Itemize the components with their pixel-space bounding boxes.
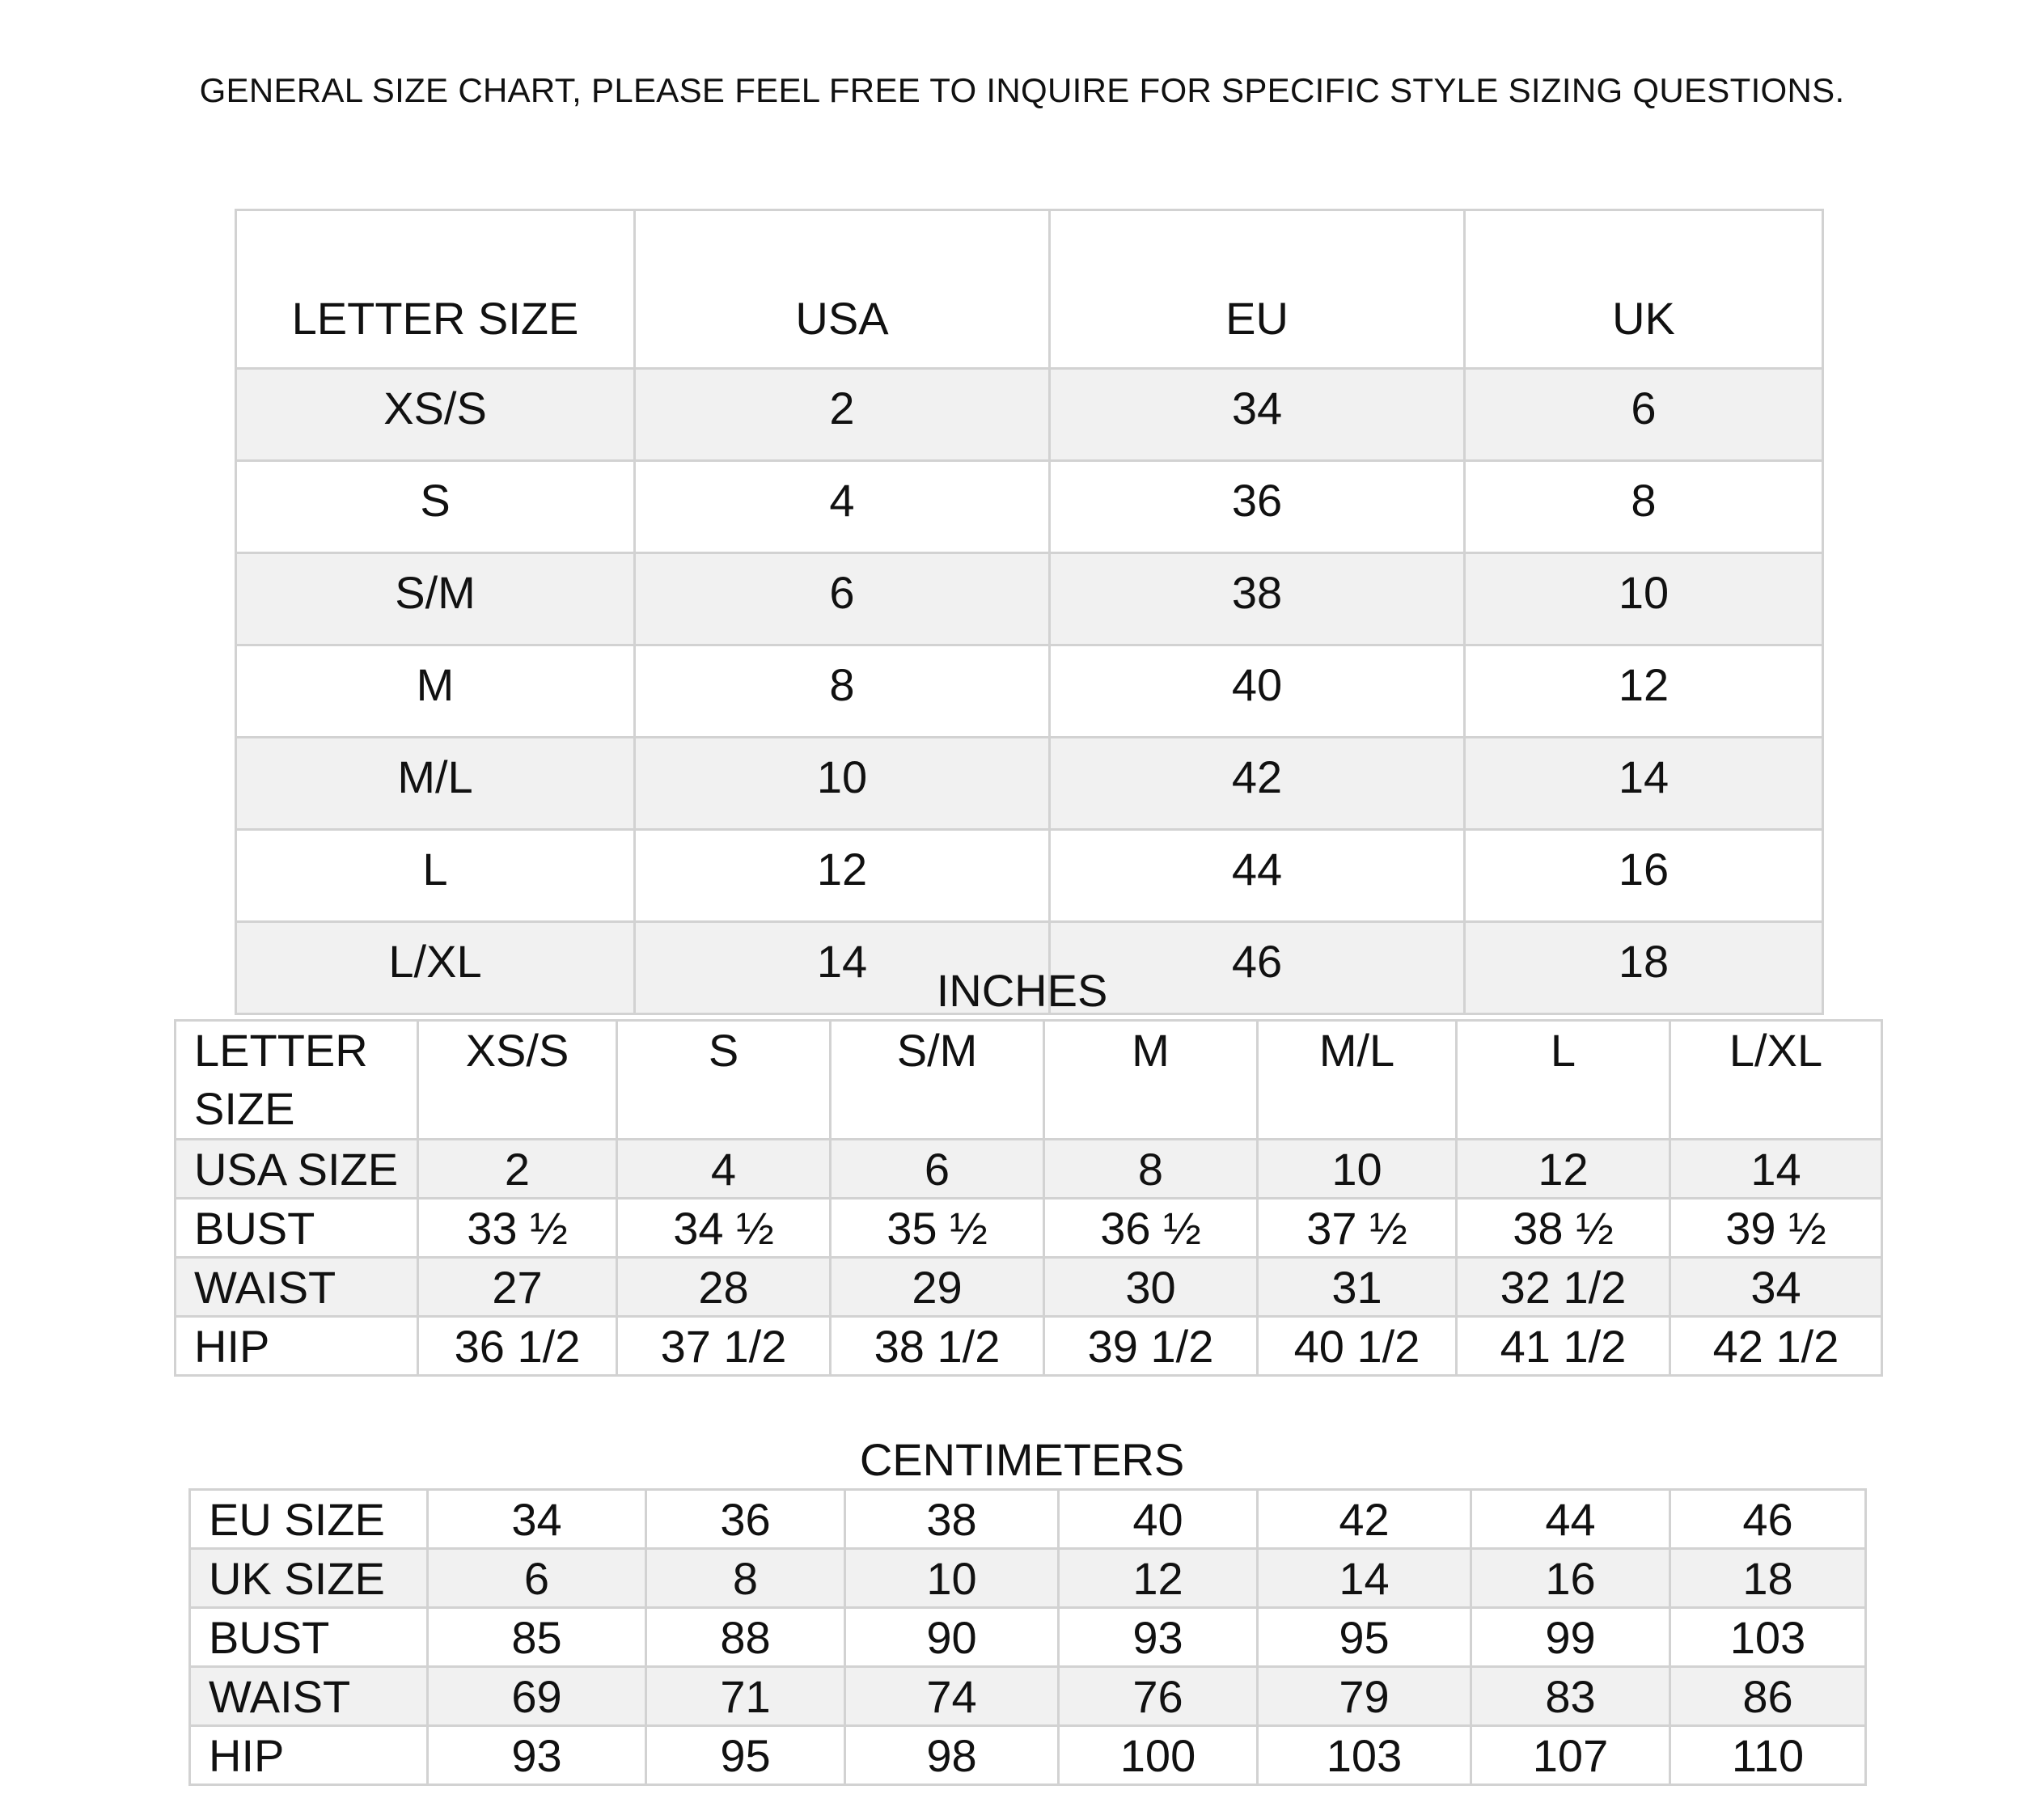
table-cell: 32 1/2 xyxy=(1457,1258,1670,1317)
table-cell: 88 xyxy=(646,1608,845,1667)
table-cell: 103 xyxy=(1258,1726,1471,1785)
column-header: S/M xyxy=(831,1021,1044,1140)
table-cell: 10 xyxy=(1258,1140,1457,1199)
table-row xyxy=(236,738,1823,830)
table-row xyxy=(190,1667,1866,1726)
table-cell: 18 xyxy=(1465,922,1823,1014)
row-label: BUST xyxy=(176,1199,418,1258)
table-row xyxy=(236,645,1823,738)
column-header: M xyxy=(1044,1021,1258,1140)
table-cell: 34 ½ xyxy=(617,1199,831,1258)
table-header-row xyxy=(176,1021,1882,1140)
table-cell: 6 xyxy=(831,1140,1044,1199)
column-header: L/XL xyxy=(1670,1021,1882,1140)
table-cell: S xyxy=(236,461,635,553)
table-row xyxy=(190,1608,1866,1667)
table-cell: 39 ½ xyxy=(1670,1199,1882,1258)
table-cell: 12 xyxy=(635,830,1050,922)
table-cell: 44 xyxy=(1471,1490,1670,1549)
table-row xyxy=(190,1490,1866,1549)
table-cell: 8 xyxy=(646,1549,845,1608)
table-cell: 42 xyxy=(1258,1490,1471,1549)
table-cell: 83 xyxy=(1471,1667,1670,1726)
table-cell: 4 xyxy=(617,1140,831,1199)
column-header: EU xyxy=(1050,210,1465,369)
table-cell: 40 1/2 xyxy=(1258,1317,1457,1376)
table-cell: 10 xyxy=(635,738,1050,830)
row-label: WAIST xyxy=(176,1258,418,1317)
table-row xyxy=(176,1317,1882,1376)
page-title: GENERAL SIZE CHART, PLEASE FEEL FREE TO INQUIRE FOR SPECIFIC STYLE SIZING QUESTIONS. xyxy=(199,71,1845,109)
table-cell: 37 1/2 xyxy=(617,1317,831,1376)
table-cell: 14 xyxy=(1258,1549,1471,1608)
table-cell: XS/S xyxy=(236,369,635,461)
inches-measurement-table xyxy=(174,1019,1883,1377)
table-cell: 44 xyxy=(1050,830,1465,922)
table-cell: 38 xyxy=(845,1490,1059,1549)
table-cell: 30 xyxy=(1044,1258,1258,1317)
table-cell: 76 xyxy=(1059,1667,1258,1726)
table-cell: 46 xyxy=(1050,922,1465,1014)
table-cell: 95 xyxy=(646,1726,845,1785)
table-cell: 40 xyxy=(1059,1490,1258,1549)
table-cell: 6 xyxy=(428,1549,646,1608)
table-cell: 10 xyxy=(1465,553,1823,645)
table-cell: 12 xyxy=(1465,645,1823,738)
table-cell: 42 1/2 xyxy=(1670,1317,1882,1376)
table-cell: M/L xyxy=(236,738,635,830)
row-label: EU SIZE xyxy=(190,1490,428,1549)
table-cell: 10 xyxy=(845,1549,1059,1608)
table-cell: 29 xyxy=(831,1258,1044,1317)
table-cell: 16 xyxy=(1465,830,1823,922)
table-cell: 69 xyxy=(428,1667,646,1726)
table-cell: 27 xyxy=(418,1258,617,1317)
row-label: LETTER SIZE xyxy=(176,1021,418,1140)
table-cell: 38 1/2 xyxy=(831,1317,1044,1376)
table-cell: 100 xyxy=(1059,1726,1258,1785)
table-cell: 93 xyxy=(1059,1608,1258,1667)
table-cell: 38 ½ xyxy=(1457,1199,1670,1258)
row-label: HIP xyxy=(176,1317,418,1376)
row-label: BUST xyxy=(190,1608,428,1667)
row-label: WAIST xyxy=(190,1667,428,1726)
table-row xyxy=(236,369,1823,461)
table-cell: 31 xyxy=(1258,1258,1457,1317)
table-row xyxy=(236,830,1823,922)
table-cell: L/XL xyxy=(236,922,635,1014)
table-cell: 71 xyxy=(646,1667,845,1726)
table-cell: 34 xyxy=(1050,369,1465,461)
row-label: HIP xyxy=(190,1726,428,1785)
table-cell: 12 xyxy=(1457,1140,1670,1199)
table-cell: 85 xyxy=(428,1608,646,1667)
column-header: XS/S xyxy=(418,1021,617,1140)
column-header: UK xyxy=(1465,210,1823,369)
column-header: M/L xyxy=(1258,1021,1457,1140)
table-cell: 39 1/2 xyxy=(1044,1317,1258,1376)
table-cell: 38 xyxy=(1050,553,1465,645)
table-cell: 46 xyxy=(1670,1490,1866,1549)
table-cell: 36 ½ xyxy=(1044,1199,1258,1258)
row-label: USA SIZE xyxy=(176,1140,418,1199)
table-cell: 37 ½ xyxy=(1258,1199,1457,1258)
table-cell: 86 xyxy=(1670,1667,1866,1726)
centimeters-measurement-table xyxy=(188,1488,1867,1786)
table-cell: S/M xyxy=(236,553,635,645)
table-cell: M xyxy=(236,645,635,738)
table-cell: 40 xyxy=(1050,645,1465,738)
table-cell: 103 xyxy=(1670,1608,1866,1667)
table-cell: 8 xyxy=(1465,461,1823,553)
table-cell: 14 xyxy=(1465,738,1823,830)
table-cell: 34 xyxy=(428,1490,646,1549)
table-cell: 2 xyxy=(418,1140,617,1199)
row-label: UK SIZE xyxy=(190,1549,428,1608)
table-row xyxy=(176,1199,1882,1258)
table-row xyxy=(190,1726,1866,1785)
table-row xyxy=(236,461,1823,553)
size-conversion-table xyxy=(235,209,1824,1015)
table-cell: 2 xyxy=(635,369,1050,461)
table-header-row xyxy=(236,210,1823,369)
table-cell: 107 xyxy=(1471,1726,1670,1785)
inches-section-title: INCHES xyxy=(936,965,1108,1016)
column-header: USA xyxy=(635,210,1050,369)
table-cell: 79 xyxy=(1258,1667,1471,1726)
table-row xyxy=(236,553,1823,645)
table-cell: 74 xyxy=(845,1667,1059,1726)
table-cell: 36 1/2 xyxy=(418,1317,617,1376)
table-cell: 95 xyxy=(1258,1608,1471,1667)
table-cell: 33 ½ xyxy=(418,1199,617,1258)
table-cell: L xyxy=(236,830,635,922)
table-cell: 36 xyxy=(646,1490,845,1549)
table-cell: 35 ½ xyxy=(831,1199,1044,1258)
table-cell: 4 xyxy=(635,461,1050,553)
table-cell: 12 xyxy=(1059,1549,1258,1608)
table-cell: 8 xyxy=(635,645,1050,738)
table-cell: 99 xyxy=(1471,1608,1670,1667)
table-cell: 16 xyxy=(1471,1549,1670,1608)
table-cell: 42 xyxy=(1050,738,1465,830)
column-header: S xyxy=(617,1021,831,1140)
table-cell: 36 xyxy=(1050,461,1465,553)
table-cell: 6 xyxy=(635,553,1050,645)
table-cell: 41 1/2 xyxy=(1457,1317,1670,1376)
table-row xyxy=(176,1140,1882,1199)
table-cell: 110 xyxy=(1670,1726,1866,1785)
table-row xyxy=(190,1549,1866,1608)
table-cell: 98 xyxy=(845,1726,1059,1785)
table-cell: 90 xyxy=(845,1608,1059,1667)
table-cell: 14 xyxy=(635,922,1050,1014)
table-cell: 14 xyxy=(1670,1140,1882,1199)
column-header: LETTER SIZE xyxy=(236,210,635,369)
table-cell: 34 xyxy=(1670,1258,1882,1317)
table-cell: 18 xyxy=(1670,1549,1866,1608)
table-cell: 93 xyxy=(428,1726,646,1785)
table-cell: 6 xyxy=(1465,369,1823,461)
table-cell: 28 xyxy=(617,1258,831,1317)
table-cell: 8 xyxy=(1044,1140,1258,1199)
centimeters-section-title: CENTIMETERS xyxy=(859,1434,1185,1485)
column-header: L xyxy=(1457,1021,1670,1140)
table-row xyxy=(176,1258,1882,1317)
